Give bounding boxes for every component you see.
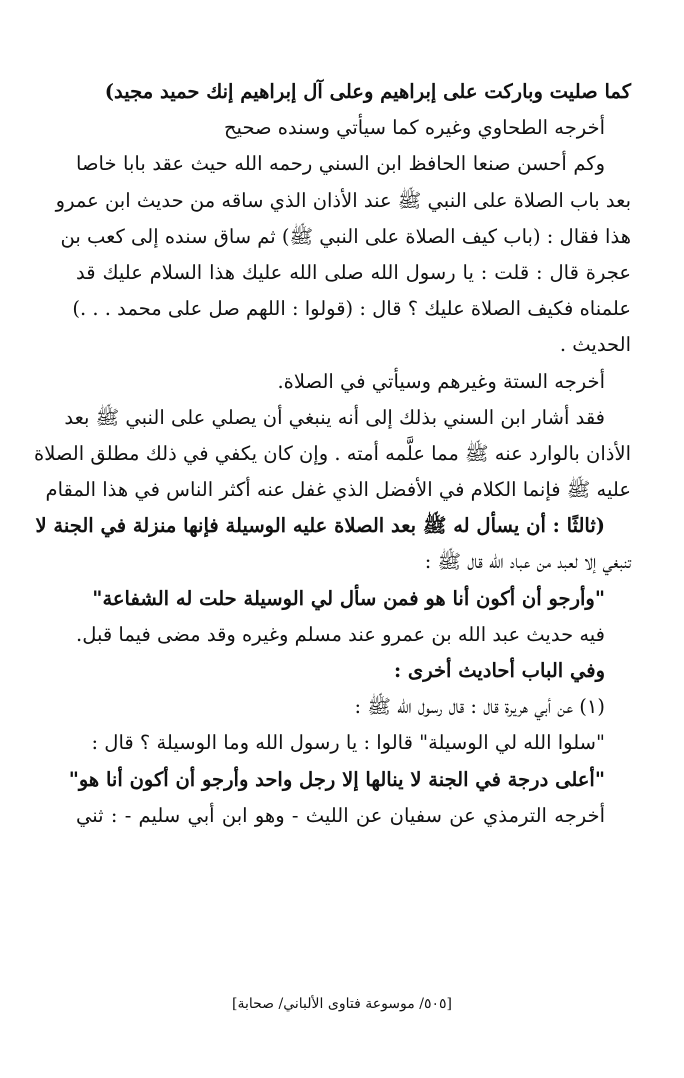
page-footer: [٥٠٥/ موسوعة فتاوى الألباني/ صحابة] <box>232 996 452 1012</box>
text-line: فيه حديث عبد الله بن عمرو عند مسلم وغيره وقد مضى فيما قبل. <box>76 622 605 646</box>
text-line: أخرجه الترمذي عن سفيان عن الليث - وهو ابن أبي سليم - : ثني <box>76 803 605 827</box>
text-line: أخرجه الستة وغيرهم وسيأتي في الصلاة. <box>277 369 605 393</box>
text-line: بعد باب الصلاة على النبي ﷺ عند الأذان الذي ساقه من حديث ابن عمرو <box>55 188 631 212</box>
section-heading: وفي الباب أحاديث أخرى : <box>393 659 605 682</box>
text-line: الأذان بالوارد عنه ﷺ مما علَّمه أمته . وإن كان يكفي في ذلك مطلق الصلاة <box>34 441 631 465</box>
text-line: علمناه فكيف الصلاة عليك ؟ قال : (قولوا : اللهم صل على محمد . . .) <box>72 297 631 321</box>
main-text <box>34 74 631 834</box>
text-line: وكم أحسن صنعا الحافظ ابن السني رحمه الله حيث عقد بابا خاصا <box>76 152 605 176</box>
text-line: أخرجه الطحاوي وغيره كما سيأتي وسنده صحيح <box>223 116 605 140</box>
hadith-quote: "وأرجو أن أكون أنا هو فمن سأل لي الوسيلة حلت له الشفاعة" <box>92 586 605 610</box>
text-line: (ثالثًا : أن يسأل له ﷺ بعد الصلاة عليه الوسيلة فإنها منزلة في الجنة لا <box>35 514 605 538</box>
text-line: الحديث . <box>559 333 631 357</box>
text-line: كما صليت وباركت على إبراهيم وعلى آل إبراهيم إنك حميد مجيد) <box>104 80 631 103</box>
hadith-quote: "أعلى درجة في الجنة لا ينالها إلا رجل واحد وأرجو أن أكون أنا هو" <box>68 767 605 791</box>
text-line: (١) عن أبي هريرة قال : قال رسول الله ﷺ : <box>354 695 605 719</box>
text-line: هذا فقال : (باب كيف الصلاة على النبي ﷺ) ثم ساق سنده إلى كعب بن <box>60 224 631 248</box>
hadith-quote: "سلوا الله لي الوسيلة" قالوا : يا رسول الله وما الوسيلة ؟ قال : <box>91 731 605 755</box>
text-line: تنبغي إلا لعبد من عباد الله قال ﷺ : <box>424 550 631 574</box>
text-line: عجرة قال : قلت : يا رسول الله صلى الله عليك هذا السلام عليك قد <box>76 260 631 284</box>
text-line: فقد أشار ابن السني بذلك إلى أنه ينبغي أن يصلي على النبي ﷺ بعد <box>64 405 605 429</box>
text-line: عليه ﷺ فإنما الكلام في الأفضل الذي غفل عنه أكثر الناس في هذا المقام <box>45 478 631 502</box>
